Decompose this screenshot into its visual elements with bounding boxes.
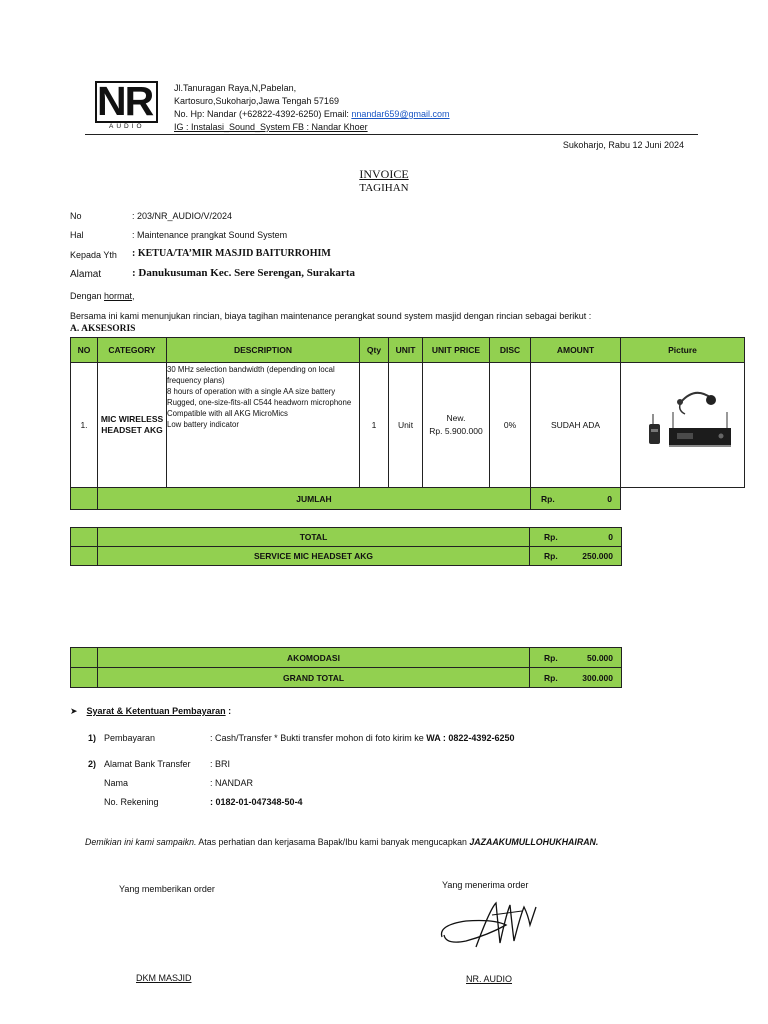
headset-product-image	[633, 384, 733, 464]
service-amount	[530, 547, 622, 566]
wa-number: WA : 0822-4392-6250	[426, 733, 515, 743]
giver-label: Yang memberikan order	[119, 884, 215, 894]
grand-total-label: GRAND TOTAL	[97, 668, 529, 688]
kepada-label: Kepada Yth	[70, 250, 117, 260]
logo-text: NR	[97, 78, 153, 124]
row-disc: 0%	[490, 363, 531, 488]
totals-table	[70, 527, 622, 566]
desc-line: 8 hours of operation with a single AA size battery	[167, 387, 336, 396]
service-label: SERVICE MIC HEADSET AKG	[97, 547, 529, 566]
row-category: MIC WIRELESS HEADSET AKG	[98, 363, 167, 488]
col-qty-header: Qty	[360, 338, 389, 363]
hal-label: Hal	[70, 230, 84, 240]
col-description-header: DESCRIPTION	[167, 338, 360, 363]
pembayaran-value	[210, 733, 514, 743]
kepada-value: : KETUA/TA’MIR MASJID BAITURROHIM	[132, 248, 331, 259]
service-rp: Rp.	[544, 551, 558, 561]
row-description	[167, 363, 360, 488]
row-unit-price	[423, 363, 490, 488]
document-date: Sukoharjo, Rabu 12 Juni 2024	[562, 140, 684, 150]
signature-mark	[436, 885, 546, 955]
total-empty-cell	[71, 528, 98, 547]
desc-line: 30 MHz selection bandwidth (depending on local frequency plans)	[167, 365, 335, 385]
bank-label: Alamat Bank Transfer	[104, 759, 191, 769]
company-logo	[95, 78, 162, 133]
jumlah-empty-cell	[71, 488, 98, 510]
grand-total-amount	[530, 668, 622, 688]
closing-bold: JAZAAKUMULLOHUKHAIRAN.	[469, 837, 599, 847]
address-line-2: Kartosuro,Sukoharjo,Jawa Tengah 57169	[174, 96, 339, 106]
col-disc-header: DISC	[490, 338, 531, 363]
arrow-bullet-icon: ➤	[70, 706, 78, 716]
closing-text	[85, 837, 598, 847]
invoice-subtitle: TAGIHAN	[359, 182, 409, 194]
closing-italic: Demikian ini kami sampaikn.	[85, 837, 197, 847]
jumlah-amount	[531, 488, 621, 510]
greeting-suffix: ,	[132, 291, 135, 301]
no-value: : 203/NR_AUDIO/V/2024	[132, 211, 233, 221]
total-label: TOTAL	[97, 528, 529, 547]
service-value: 250.000	[582, 551, 613, 561]
akomodasi-rp: Rp.	[544, 652, 558, 663]
row-qty: 1	[360, 363, 389, 488]
row-unit: Unit	[389, 363, 423, 488]
akomodasi-value: 50.000	[587, 652, 613, 663]
greeting-prefix: Dengan	[70, 291, 105, 301]
giver-name: DKM MASJID	[136, 973, 192, 983]
col-category-header: CATEGORY	[98, 338, 167, 363]
pembayaran-text: : Cash/Transfer * Bukti transfer mohon di foto kirim ke	[210, 733, 427, 743]
rekening-label: No. Rekening	[104, 797, 159, 807]
col-picture-header: Picture	[621, 338, 745, 363]
jumlah-rp: Rp.	[541, 493, 555, 504]
col-amount-header: AMOUNT	[531, 338, 621, 363]
rekening-value: : 0182-01-047348-50-4	[210, 797, 303, 807]
greeting	[70, 291, 135, 301]
jumlah-row	[71, 488, 745, 510]
row-no: 1.	[71, 363, 98, 488]
table-row	[71, 363, 745, 488]
phone-text: No. Hp: Nandar (+62822-4392-6250) Email:	[174, 109, 352, 119]
hal-value: : Maintenance prangkat Sound System	[132, 230, 288, 240]
no-label: No	[70, 211, 82, 221]
invoice-title: INVOICE	[359, 167, 409, 181]
receiver-label: Yang menerima order	[442, 880, 529, 890]
col-no-header: NO	[71, 338, 98, 363]
term-number-2: 2)	[88, 759, 97, 769]
items-table	[70, 337, 745, 510]
desc-line: Low battery indicator	[167, 420, 239, 429]
desc-line: Compatible with all AKG MicroMics	[167, 409, 288, 418]
col-unit-header: UNIT	[389, 338, 423, 363]
email-link[interactable]: nnandar659@gmail.com	[351, 109, 450, 119]
total-rp: Rp.	[544, 532, 558, 542]
table-header-row	[71, 338, 745, 363]
terms-title-suffix: :	[225, 706, 232, 716]
akomodasi-row	[71, 648, 622, 668]
jumlah-label: JUMLAH	[98, 488, 531, 510]
jumlah-value: 0	[607, 493, 612, 504]
unit-price-line-2: Rp. 5.900.000	[429, 426, 483, 436]
grand-value: 300.000	[582, 672, 613, 683]
pembayaran-label: Pembayaran	[104, 733, 156, 743]
col-unit-price-header: UNIT PRICE	[423, 338, 490, 363]
grand-rp: Rp.	[544, 672, 558, 683]
address-line-1: Jl.Tanuragan Raya,N,Pabelan,	[174, 83, 297, 93]
akomodasi-amount	[530, 648, 622, 668]
total-amount	[530, 528, 622, 547]
social-line: IG : Instalasi_Sound_System FB : Nandar Khoer	[174, 122, 368, 132]
grand-total-row	[71, 668, 622, 688]
intro-text: Bersama ini kami menunjukan rincian, biaya tagihan maintenance perangkat sound system masjid dengan rincian sebagai berikut :	[70, 311, 592, 321]
alamat-label: Alamat	[70, 269, 102, 280]
section-a-title: A. AKSESORIS	[70, 324, 136, 334]
greeting-word: hormat	[104, 291, 133, 301]
header-divider	[85, 134, 698, 135]
grand-empty-cell	[71, 668, 98, 688]
row-amount: SUDAH ADA	[531, 363, 621, 488]
akomodasi-empty-cell	[71, 648, 98, 668]
desc-line: Rugged, one-size-fits-all C544 headworn microphone	[167, 398, 352, 407]
akomodasi-label: AKOMODASI	[97, 648, 529, 668]
terms-title: Syarat & Ketentuan Pembayaran	[86, 706, 226, 716]
total-value: 0	[608, 532, 613, 542]
row-picture	[621, 363, 745, 488]
service-empty-cell	[71, 547, 98, 566]
jumlah-blank	[621, 488, 745, 510]
closing-normal: Atas perhatian dan kerjasama Bapak/Ibu kami banyak mengucapkan	[196, 837, 470, 847]
grand-total-table	[70, 647, 622, 688]
contact-line	[174, 108, 450, 120]
nama-label: Nama	[104, 778, 129, 788]
alamat-value: : Danukusuman Kec. Sere Serengan, Surakarta	[132, 267, 355, 279]
bank-value: : BRI	[210, 759, 231, 769]
service-row	[71, 547, 622, 566]
total-row	[71, 528, 622, 547]
terms-heading	[70, 706, 231, 717]
unit-price-line-1: New.	[446, 413, 466, 423]
receiver-name: NR. AUDIO	[466, 974, 513, 984]
logo-subtext: AUDIO	[109, 123, 145, 130]
nama-value: : NANDAR	[210, 778, 254, 788]
term-number-1: 1)	[88, 733, 97, 743]
